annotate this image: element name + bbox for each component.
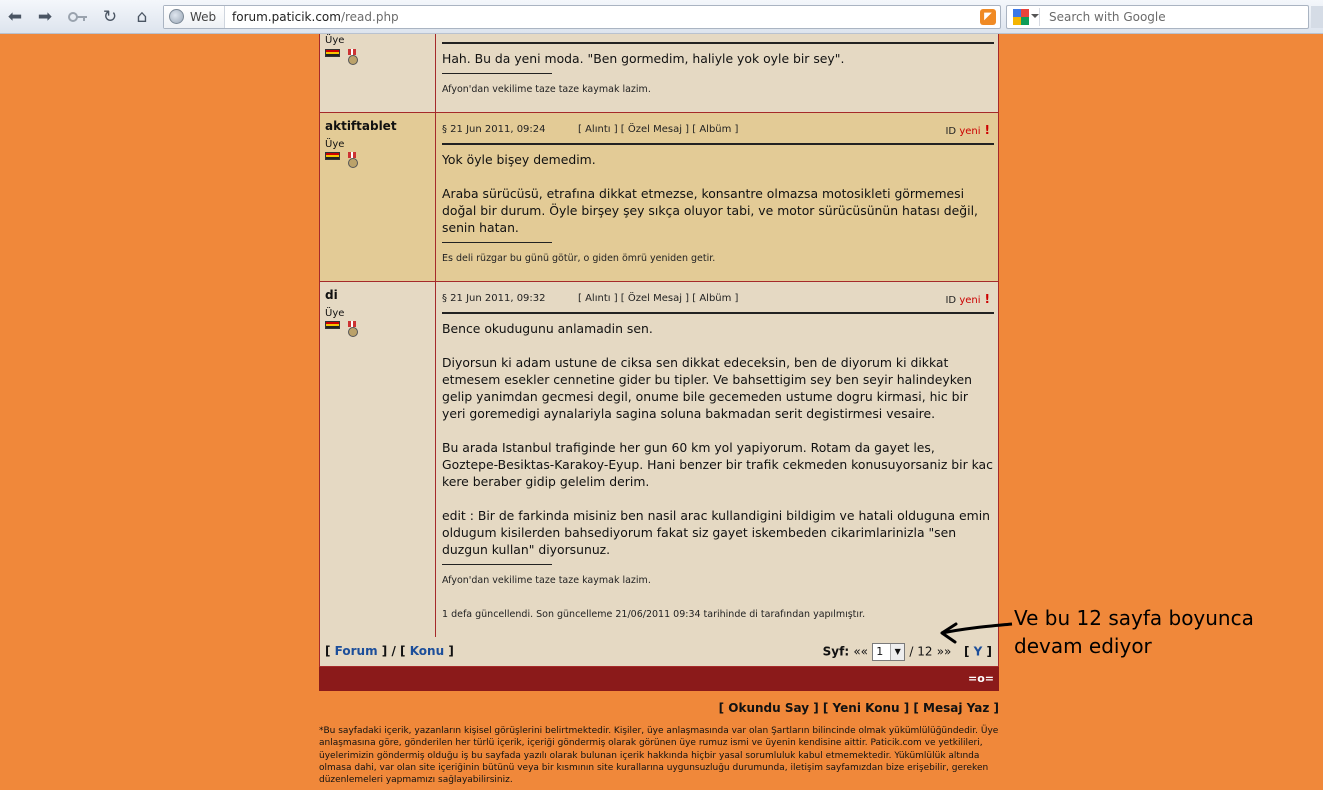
post-edited-note: 1 defa güncellendi. Son güncelleme 21/06/2011 09:34 tarihinde di tarafından yapılmıştır. bbox=[442, 609, 866, 620]
write-message-button[interactable]: [ Mesaj Yaz ] bbox=[913, 701, 999, 715]
page-label: Syf: bbox=[822, 644, 850, 659]
current-page: 1 bbox=[876, 645, 884, 658]
home-icon[interactable]: ⌂ bbox=[136, 7, 148, 27]
chevron-down-icon: ▼ bbox=[890, 644, 904, 660]
post-message bbox=[442, 50, 994, 67]
thread-bottom-bar bbox=[319, 667, 999, 691]
bracket: [ bbox=[325, 644, 331, 658]
author-badges bbox=[325, 152, 365, 166]
bracket: [ bbox=[400, 644, 406, 658]
breadcrumb bbox=[325, 644, 454, 658]
annotation-line: devam ediyor bbox=[1014, 634, 1152, 658]
author-badges bbox=[325, 321, 365, 335]
post-paragraph: Bu arada Istanbul trafiginde her gun 60 km yol yapiyorum. Rotam da gayet les, Goztepe-Besiktas-Karakoy-Eyup. Hani benzer bir trafik cekmeden konusuyorsaniz bir kac kere beraber gidip gelelim derim. bbox=[442, 440, 993, 489]
url-host: forum.paticik.com bbox=[232, 10, 341, 24]
author-badges bbox=[325, 49, 365, 63]
forward-icon[interactable]: ➡ bbox=[37, 7, 53, 27]
post-date: § 21 Jun 2011, 09:24 bbox=[442, 124, 546, 135]
author-rank: Üye bbox=[325, 139, 345, 150]
annotation-line: Ve bu 12 sayfa boyunca bbox=[1014, 606, 1254, 630]
post-divider bbox=[442, 143, 994, 145]
bracket: ] bbox=[448, 644, 454, 658]
new-topic-button[interactable]: [ Yeni Konu ] bbox=[822, 701, 910, 715]
toolbar-edge bbox=[1311, 6, 1323, 28]
page-select[interactable] bbox=[872, 643, 905, 661]
topic-link[interactable]: Konu bbox=[409, 644, 445, 658]
post-author-column bbox=[320, 113, 436, 281]
bracket: ] bbox=[986, 644, 992, 659]
post-paragraph: Hah. Bu da yeni moda. "Ben gormedim, haliyle yok oyle bir sey". bbox=[442, 51, 845, 66]
thread-actions bbox=[719, 701, 999, 715]
address-mode-button[interactable] bbox=[164, 6, 225, 28]
post-divider bbox=[442, 312, 994, 314]
flag-icon bbox=[325, 152, 340, 160]
post-paragraph: Diyorsun ki adam ustune de ciksa sen dikkat edeceksin, ben de diyorum ki dikkat etmesem esekler cennetine gider bu tipler. Ve bahsettigim sey ben seyir halindeyken gelip yanimdan gecmesi degil, onume bile gecemeden ustume dogru kirmasi, hic bir yeri goremedigi aynalariyla sagina soluna bakmadan serit degistirmesi vesaire. bbox=[442, 355, 972, 421]
post-message bbox=[442, 151, 994, 236]
annotation-arrow-icon bbox=[936, 620, 1016, 650]
search-placeholder: Search with Google bbox=[1049, 10, 1166, 24]
forum-link[interactable]: Forum bbox=[334, 644, 378, 658]
post-paragraph: edit : Bir de farkinda misiniz ben nasil arac kullandigini bildigim ve hatali olduguna emin oldugum kisilerden bahsediyorum fakat siz gayet iskembeden cikarimlarinizla "sen duzgun kullan" diyorsunuz. bbox=[442, 508, 990, 557]
flag-icon bbox=[325, 321, 340, 329]
prev-page-button[interactable]: «« bbox=[853, 644, 869, 659]
signature-divider bbox=[442, 73, 552, 74]
search-box[interactable] bbox=[1006, 5, 1309, 29]
total-pages: / 12 bbox=[909, 644, 933, 659]
post-id-tag bbox=[945, 123, 990, 139]
report-icon[interactable]: ! bbox=[984, 123, 990, 137]
address-bar[interactable] bbox=[163, 5, 1001, 29]
author-rank: Üye bbox=[325, 308, 345, 319]
y-link[interactable]: Y bbox=[973, 644, 983, 659]
thread-footer-nav bbox=[319, 637, 999, 667]
new-badge[interactable]: yeni bbox=[959, 295, 981, 306]
medal-icon bbox=[346, 321, 358, 335]
flag-icon bbox=[325, 49, 340, 57]
next-page-button[interactable]: »» bbox=[936, 644, 952, 659]
post-id-tag bbox=[945, 292, 990, 308]
post-action-links[interactable]: [ Alıntı ] [ Özel Mesaj ] [ Albüm ] bbox=[578, 293, 739, 304]
url-text[interactable] bbox=[232, 6, 399, 28]
medal-icon bbox=[346, 49, 358, 63]
bracket: [ bbox=[963, 644, 970, 659]
disclaimer-text: *Bu sayfadaki içerik, yazanların kişisel görüşlerini belirtmektedir. Kişiler, üye anlaşmasında var olan Şartların bilincinde olmak yükümlülüğündedir. Üye anlaşmasına göre, gönderilen her türlü içerik, içeriği göndermiş olarak görünen üye rumuz ismi ve üyenin kendisine aittir. Paticik.com ve yetkilileri, üyelerimizin göndermiş olduğu iş bu sayfada yazılı olarak bulunan içerik hakkında hiçbir yasal sorumluluk kabul etmemektedir. Yükümlülük altında olmasa dahi, var olan site içeriğinin bütünü veya bir kısmının site kurallarına uygunsuzluğu durumunda, iletişim sayfamızdan bize erişebilir, gereken düzenlemeleri yapmamızı sağlayabilirsiniz. bbox=[319, 726, 999, 786]
separator: / bbox=[391, 644, 396, 658]
reload-icon[interactable]: ↻ bbox=[102, 7, 118, 27]
post-paragraph: Yok öyle bişey demedim. bbox=[442, 152, 596, 167]
post-meta bbox=[442, 123, 994, 137]
signature-divider bbox=[442, 564, 552, 565]
browser-toolbar bbox=[0, 0, 1323, 34]
new-badge[interactable]: yeni bbox=[959, 126, 981, 137]
mark-read-button[interactable]: [ Okundu Say ] bbox=[718, 701, 819, 715]
google-icon[interactable] bbox=[1010, 8, 1040, 26]
post bbox=[319, 282, 999, 638]
post bbox=[319, 34, 999, 113]
author-rank: Üye bbox=[325, 35, 345, 46]
rss-icon[interactable]: ◤ bbox=[980, 9, 996, 25]
post-meta bbox=[442, 292, 994, 306]
post-action-links[interactable]: [ Alıntı ] [ Özel Mesaj ] [ Albüm ] bbox=[578, 124, 739, 135]
post-paragraph: Araba sürücüsü, etrafına dikkat etmezse, konsantre olmazsa motosikleti görmemesi doğal bir durum. Öyle birşey şey sıkça oluyor tabi, ve motor sürücüsünün hatası değil, senin hatan. bbox=[442, 186, 978, 235]
post-signature: Afyon'dan vekilime taze taze kaymak lazim. bbox=[442, 84, 651, 95]
post-signature: Afyon'dan vekilime taze taze kaymak lazim. bbox=[442, 575, 651, 586]
medal-icon bbox=[346, 152, 358, 166]
globe-icon bbox=[169, 9, 184, 24]
author-name[interactable]: di bbox=[325, 288, 338, 302]
report-icon[interactable]: ! bbox=[984, 292, 990, 306]
post-author-column bbox=[320, 34, 436, 112]
bar-mark: =o= bbox=[968, 672, 994, 685]
id-label: ID bbox=[945, 295, 957, 306]
post-author-column bbox=[320, 282, 436, 637]
signature-divider bbox=[442, 242, 552, 243]
url-path: /read.php bbox=[340, 10, 399, 24]
post-paragraph: Bence okudugunu anlamadin sen. bbox=[442, 321, 653, 336]
post-message bbox=[442, 320, 994, 558]
annotation-text bbox=[1014, 604, 1254, 660]
post-signature: Es deli rüzgar bu günü götür, o giden ömrü yeniden getir. bbox=[442, 253, 716, 264]
author-name[interactable]: aktiftablet bbox=[325, 119, 397, 133]
post-date: § 21 Jun 2011, 09:32 bbox=[442, 293, 546, 304]
key-icon[interactable] bbox=[66, 6, 90, 28]
bracket: ] bbox=[381, 644, 388, 658]
post-divider bbox=[442, 42, 994, 44]
post bbox=[319, 113, 999, 282]
back-icon[interactable]: ⬅ bbox=[7, 7, 23, 27]
id-label: ID bbox=[945, 126, 957, 137]
address-mode-label: Web bbox=[190, 10, 217, 24]
